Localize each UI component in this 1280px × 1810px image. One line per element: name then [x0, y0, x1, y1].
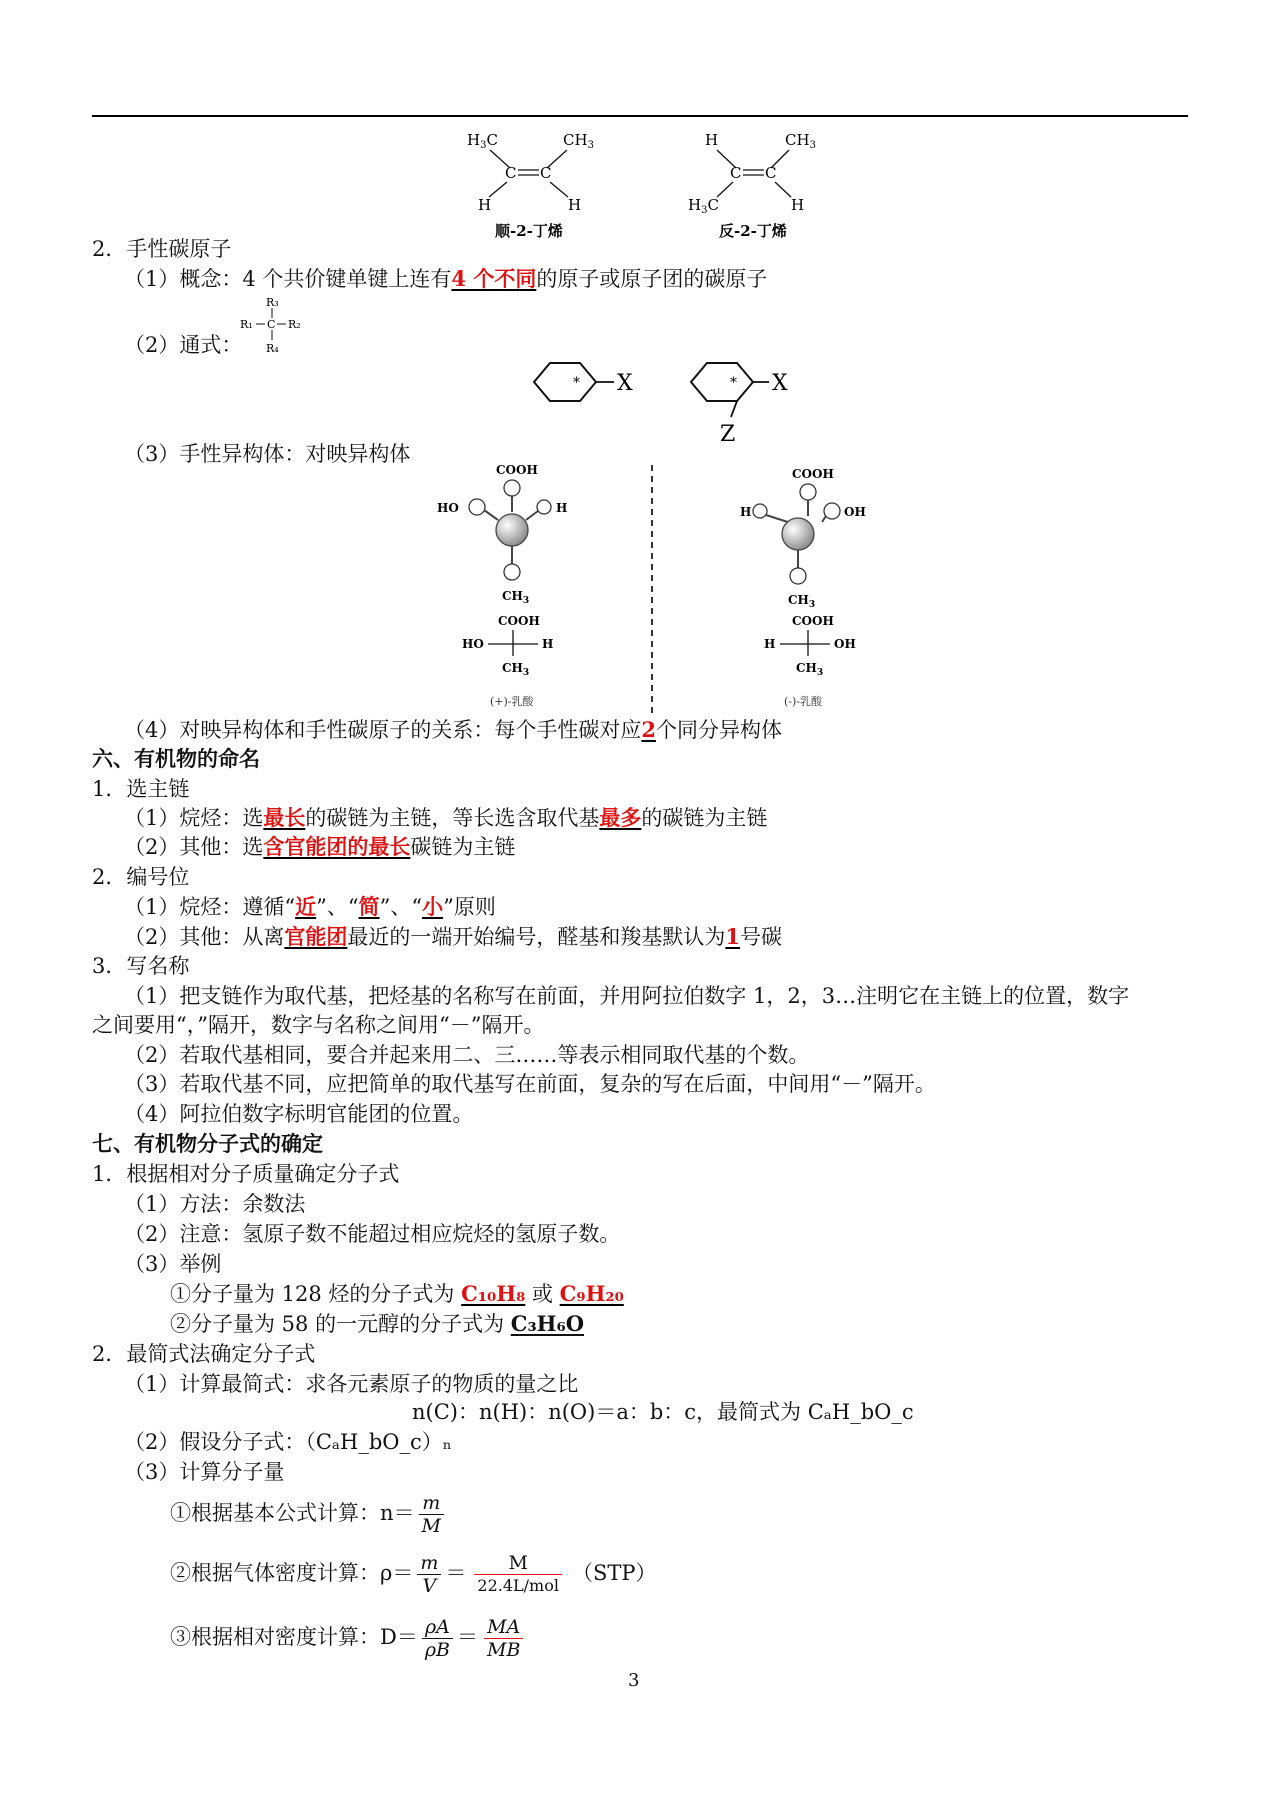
svg-text:*: * — [730, 375, 737, 391]
svg-text:COOH: COOH — [498, 614, 540, 628]
svg-text:H: H — [478, 196, 492, 214]
other-numbering-line: （2）其他：从离官能团最近的一端开始编号，醛基和羧基默认为1号碳 — [124, 924, 782, 949]
svg-text:R₄: R₄ — [266, 342, 279, 355]
rule-2-line: （2）若取代基相同，要合并起来用二、三……等表示相同取代基的个数。 — [124, 1043, 810, 1067]
svg-text:OH: OH — [844, 505, 866, 519]
rule-1-line-2: 之间要用“，”隔开，数字与名称之间用“－”隔开。 — [92, 1013, 545, 1037]
svg-text:COOH: COOH — [792, 614, 834, 628]
section-6-title: 六、有机物的命名 — [92, 746, 260, 771]
alkane-numbering-line: （1）烷烃：遵循“近”、“简”、“小”原则 — [124, 894, 496, 919]
svg-text:C: C — [730, 164, 742, 182]
header-rule — [92, 115, 1188, 117]
lactic-acid-plus-model — [432, 460, 602, 720]
svg-text:CH3: $CH_3$ — [502, 661, 530, 678]
trans-2-butene-structure — [683, 128, 833, 243]
cyclohexyl-x-structure — [520, 355, 650, 415]
svg-text:顺-2-丁烯: 顺-2-丁烯 — [495, 222, 563, 240]
svg-text:C: C — [765, 164, 777, 182]
svg-text:H3C: $H_3C$ — [467, 131, 498, 151]
formula-2: ②根据气体密度计算：ρ＝ $\frac{m}{V}$ ＝ $\frac{M}{\text{22.4L/mol}}$ （STP） — [170, 1552, 657, 1597]
example-2-line: ②分子量为 58 的一元醇的分子式为 C₃H₆O — [170, 1311, 585, 1336]
svg-text:X: X — [772, 371, 788, 396]
formula-1: ①根据基本公式计算：n＝ $\frac{m}{M}$ — [170, 1488, 448, 1538]
rule-3-line: （3）若取代基不同，应把简单的取代基写在前面，复杂的写在后面，中间用“－”隔开。 — [124, 1072, 936, 1096]
svg-text:C: C — [267, 318, 276, 331]
svg-text:H: H — [568, 196, 582, 214]
svg-text:*: * — [573, 375, 580, 391]
enantiomer-relation-line: （4）对映异构体和手性碳原子的关系：每个手性碳对应2个同分异构体 — [124, 717, 782, 742]
svg-text:X: X — [617, 371, 633, 396]
svg-text:HO: HO — [462, 637, 484, 651]
svg-text:COOH: COOH — [792, 467, 834, 481]
lactic-acid-minus-model — [728, 460, 898, 720]
alkane-main-chain-line: （1）烷烃：选最长的碳链为主链，等长选含取代基最多的碳链为主链 — [124, 805, 768, 830]
svg-text:R₃: R₃ — [266, 296, 279, 309]
general-formula-structure — [238, 294, 318, 358]
rule-1-line-1: （1）把支链作为取代基，把烃基的名称写在前面，并用阿拉伯数字 1，2，3…注明它在主链上的位置，数字 — [124, 984, 1130, 1008]
svg-text:C: C — [505, 164, 517, 182]
rule-4-line: （4）阿拉伯数字标明官能团的位置。 — [124, 1102, 474, 1126]
svg-text:H: H — [556, 501, 568, 515]
formula-3: ③根据相对密度计算：D＝ $\frac{\rho A}{\rho B}$ ＝ $\frac{MA}{MB}$ — [170, 1612, 527, 1662]
cis-2-butene-structure — [455, 128, 605, 243]
svg-text:反-2-丁烯: 反-2-丁烯 — [719, 222, 787, 240]
cyclohexyl-xz-structure — [677, 355, 807, 445]
answer-c9h20: C₉H₂₀ — [559, 1281, 624, 1306]
numbering-title: 2．编号位 — [92, 865, 190, 889]
note-line: （2）注意：氢原子数不能超过相应烷烃的氢原子数。 — [124, 1222, 621, 1246]
answer-c3h6o: C₃H₆O — [510, 1311, 585, 1336]
empirical-calc-line: （1）计算最简式：求各元素原子的物质的量之比 — [124, 1372, 579, 1396]
page-number: 3 — [628, 1670, 640, 1691]
svg-text:H: H — [542, 637, 554, 651]
ratio-formula: n(C)：n(H)：n(O)＝a：b：c，最简式为 CₐH_bO_c — [412, 1400, 914, 1424]
calc-molar-mass-title: （3）计算分子量 — [124, 1460, 285, 1484]
write-name-title: 3．写名称 — [92, 954, 190, 978]
concept-line: （1）概念：4 个共价键单键上连有4 个不同的原子或原子团的碳原子 — [124, 266, 768, 291]
svg-text:COOH: COOH — [496, 463, 538, 477]
svg-text:HO: HO — [437, 501, 459, 515]
svg-text:(+)-乳酸: (+)-乳酸 — [490, 695, 534, 708]
general-formula-line: （2）通式： — [124, 333, 243, 357]
svg-text:H: H — [705, 131, 719, 149]
svg-text:H: H — [791, 196, 805, 214]
molar-mass-method-title: 1．根据相对分子质量确定分子式 — [92, 1162, 400, 1186]
svg-text:CH3: $CH_3$ — [785, 131, 816, 151]
section-7-title: 七、有机物分子式的确定 — [92, 1131, 323, 1156]
svg-text:R₂: R₂ — [288, 318, 301, 331]
answer-two: 2 — [641, 717, 656, 742]
svg-text:H: H — [764, 637, 776, 651]
svg-text:Z: Z — [720, 422, 736, 447]
svg-text:CH3: $CH_3$ — [502, 589, 530, 606]
svg-text:H: H — [740, 505, 752, 519]
svg-text:H3C: $H_3C$ — [688, 196, 719, 216]
svg-text:C: C — [540, 164, 552, 182]
main-chain-title: 1．选主链 — [92, 777, 190, 801]
answer-four-different: 4 个不同 — [451, 266, 537, 291]
svg-text:CH3: $CH_3$ — [563, 131, 594, 151]
svg-text:CH3: $CH_3$ — [796, 661, 824, 678]
other-main-chain-line: （2）其他：选含官能团的最长碳链为主链 — [124, 834, 516, 859]
method-line: （1）方法：余数法 — [124, 1192, 306, 1216]
example-title: （3）举例 — [124, 1252, 222, 1276]
svg-text:CH3: $CH_3$ — [788, 593, 816, 610]
empirical-method-title: 2．最简式法确定分子式 — [92, 1342, 316, 1366]
example-1-line: ①分子量为 128 烃的分子式为 C₁₀H₈ 或 C₉H₂₀ — [170, 1281, 624, 1306]
svg-text:R₁: R₁ — [240, 318, 253, 331]
section-2-title: 2．手性碳原子 — [92, 237, 232, 261]
svg-text:(-)-乳酸: (-)-乳酸 — [784, 695, 823, 708]
mirror-plane — [650, 465, 654, 715]
answer-c10h8: C₁₀H₈ — [461, 1281, 526, 1306]
enantiomer-line: （3）手性异构体：对映异构体 — [124, 442, 411, 466]
svg-text:OH: OH — [834, 637, 856, 651]
assume-formula-line: （2）假设分子式：（CₐH_bO_c）ₙ — [124, 1430, 452, 1454]
